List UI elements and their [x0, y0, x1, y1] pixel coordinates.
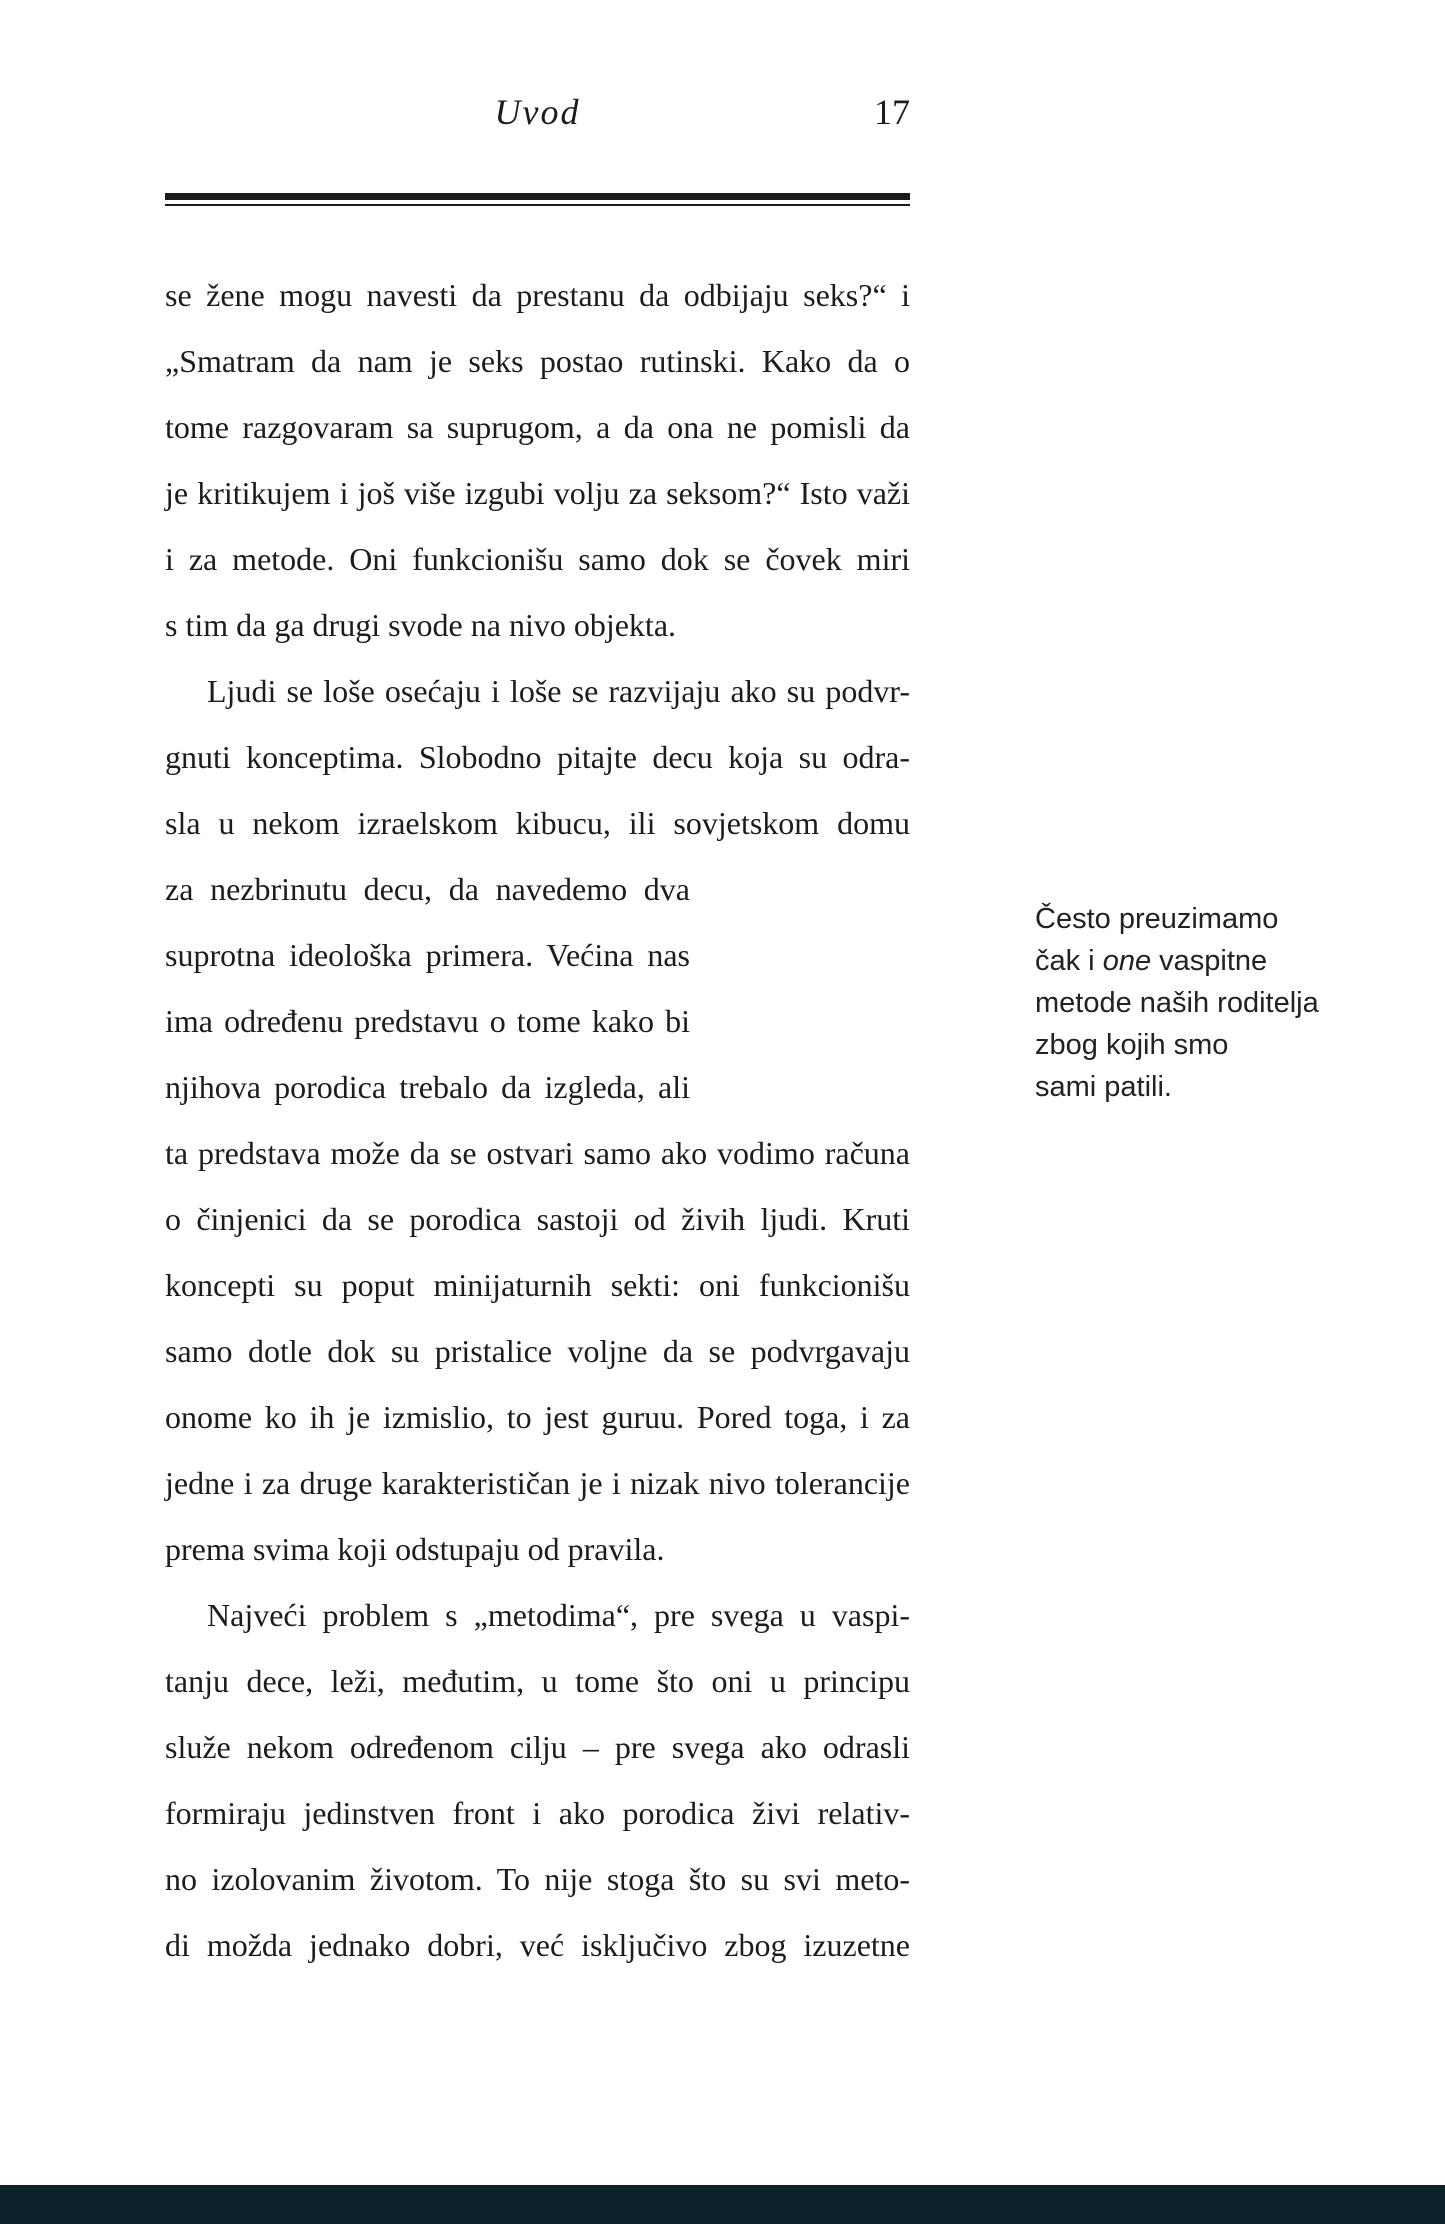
margin-note-line: [1035, 1024, 1365, 1066]
chapter-title: Uvod: [494, 92, 581, 132]
body-text: [165, 262, 910, 1978]
body-line: s tim da ga drugi svode na nivo objekta.: [165, 607, 677, 643]
bottom-bar: [0, 2185, 1445, 2224]
margin-note-text: vaspitne: [1151, 945, 1268, 977]
margin-note-text: metode naših roditelja: [1035, 987, 1319, 1019]
body-line: i za metode. Oni funkcionišu samo dok se čovek miri: [165, 541, 910, 577]
margin-note-text: sami patili.: [1035, 1071, 1172, 1103]
body-line: Ljudi se loše osećaju i loše se razvijaju ako su podvr-: [207, 673, 910, 709]
body-line: ima određenu predstavu o tome kako bi: [165, 1003, 690, 1039]
body-line: samo dotle dok su pristalice voljne da se podvrgavaju: [165, 1333, 910, 1369]
margin-note-line: [1035, 898, 1365, 940]
margin-note-line: [1035, 1066, 1365, 1108]
body-line: je kritikujem i još više izgubi volju za seksom?“ Isto važi: [165, 475, 910, 511]
margin-note-text: zbog kojih smo: [1035, 1029, 1229, 1061]
header-rule-thin: [165, 204, 910, 206]
body-line: ta predstava može da se ostvari samo ako vodimo računa: [165, 1135, 910, 1171]
margin-note-text-italic: one: [1102, 945, 1152, 977]
body-line: Najveći problem s „metodima“, pre svega u vaspi-: [207, 1597, 910, 1633]
body-line: za nezbrinutu decu, da navedemo dva: [165, 871, 690, 907]
body-line: „Smatram da nam je seks postao rutinski. Kako da o: [165, 343, 910, 379]
page-number: 17: [874, 92, 910, 132]
margin-note-text: čak i: [1035, 945, 1103, 977]
margin-note-line: [1035, 940, 1365, 982]
body-line: no izolovanim životom. To nije stoga što su svi meto-: [165, 1861, 910, 1897]
body-line: jedne i za druge karakterističan je i nizak nivo tolerancije: [165, 1465, 910, 1501]
header-rule-thick: [165, 193, 910, 200]
body-line: tanju dece, leži, međutim, u tome što oni u principu: [165, 1663, 910, 1699]
body-line: se žene mogu navesti da prestanu da odbijaju seks?“ i: [165, 277, 910, 313]
body-line: gnuti konceptima. Slobodno pitajte decu koja su odra-: [165, 739, 910, 775]
body-line: služe nekom određenom cilju – pre svega ako odrasli: [165, 1729, 910, 1765]
body-line: formiraju jedinstven front i ako porodica živi relativ-: [165, 1795, 910, 1831]
body-line: tome razgovaram sa suprugom, a da ona ne pomisli da: [165, 409, 910, 445]
body-line: o činjenici da se porodica sastoji od živih ljudi. Kruti: [165, 1201, 910, 1237]
body-line: prema svima koji odstupaju od pravila.: [165, 1531, 665, 1567]
body-line: onome ko ih je izmislio, to jest guruu. Pored toga, i za: [165, 1399, 910, 1435]
header-rule: [165, 193, 910, 206]
page-header: [165, 86, 910, 138]
body-line: koncepti su poput minijaturnih sekti: oni funkcionišu: [165, 1267, 910, 1303]
body-line: suprotna ideološka primera. Većina nas: [165, 937, 690, 973]
body-line: njihova porodica trebalo da izgleda, ali: [165, 1069, 690, 1105]
body-line: sla u nekom izraelskom kibucu, ili sovjetskom domu: [165, 805, 910, 841]
margin-note-line: [1035, 982, 1365, 1024]
body-line: di možda jednako dobri, već isključivo zbog izuzetne: [165, 1927, 910, 1963]
margin-note-text: Često preuzimamo: [1035, 903, 1279, 935]
margin-note: [1035, 898, 1365, 1108]
